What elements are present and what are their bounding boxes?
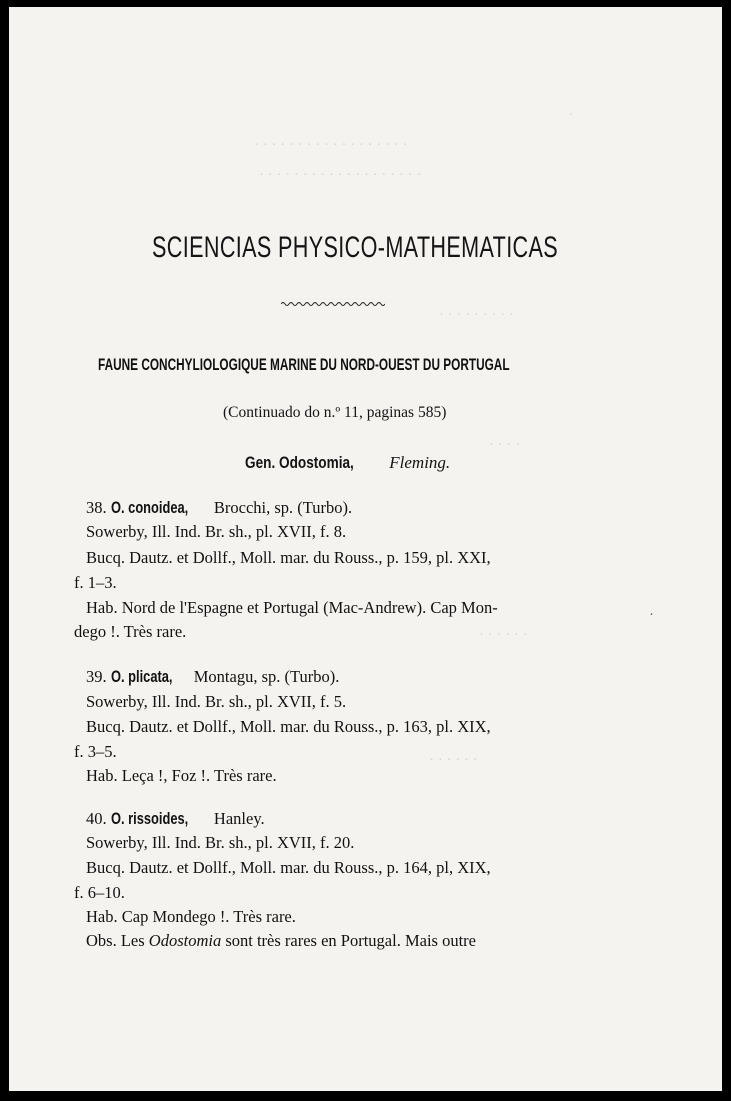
obs-prefix: Obs. Les <box>86 931 145 950</box>
page: . · · · · · · · · · · · · · · · · · · · · · · · · · · · · · · · · · · · · · · · · · · · · · · · · · · · · · · · · · · · · · · · SCIENCIAS PHYSICO-MATHEMATICAS FAUNE CONCHYLIOLOGIQUE MARINE DU NORD-OUEST DU PORTUGAL (Continuado do n.º 11, paginas 585) Gen. Odostomia, Fleming. 38. O. conoidea, Brocchi, sp. (Turbo). Sowerby, Ill. Ind. Br. sh., pl. XVII, f. 8. Bucq. Dautz. et Dollf., Moll. mar. du Rouss., p. 159, pl. XXI, f. 1–3. Hab. Nord de l'Espagne et Portugal (Mac-Andrew). Cap Mon- dego !. Très rare. 39. O. plicata, Montagu, sp. (Turbo). Sowerby, Ill. Ind. Br. sh., pl. XVII, f. 5. Bucq. Dautz. et Dollf., Moll. mar. du Rouss., p. 163, pl. XIX, f. 3–5. Hab. Leça !, Foz !. Très rare. 40. O. rissoides, Hanley. Sowerby, Ill. Ind. Br. sh., pl. XVII, f. 20. Bucq. Dautz. et Dollf., Moll. mar. du Rouss., p. 164, pl, XIX, f. 6–10. Hab. Cap Mondego !. Très rare. Obs. Les Odostomia sont très rares en Portugal. Mais outre <box>9 7 722 1091</box>
habitat-line: Hab. Leça !, Foz !. Très rare. <box>86 766 277 785</box>
reference-line: Sowerby, Ill. Ind. Br. sh., pl. XVII, f. 8. <box>86 522 347 541</box>
reference-line: Bucq. Dautz. et Dollf., Moll. mar. du Rouss., p. 159, pl. XXI, <box>86 548 491 567</box>
continuation-note: (Continuado do n.º 11, paginas 585) <box>223 404 447 421</box>
ornamental-rule <box>281 300 385 308</box>
reference-line: f. 3–5. <box>74 742 117 761</box>
entry-number: 38. <box>86 498 107 517</box>
reference-line: Sowerby, Ill. Ind. Br. sh., pl. XVII, f. 5. <box>86 692 347 711</box>
reference-line: f. 6–10. <box>74 883 125 902</box>
reference-line: Bucq. Dautz. et Dollf., Moll. mar. du Rouss., p. 164, pl, XIX, <box>86 858 491 877</box>
obs-text: sont très rares en Portugal. Mais outre <box>225 931 476 950</box>
entry-header <box>86 667 339 687</box>
genus-name: Gen. Odostomia, <box>245 453 354 472</box>
genus-heading <box>245 453 450 473</box>
habitat-line: dego !. Très rare. <box>74 622 187 641</box>
entry-number: 39. <box>86 667 107 686</box>
reference-line: f. 1–3. <box>74 573 117 592</box>
habitat-line: Hab. Nord de l'Espagne et Portugal (Mac-Andrew). Cap Mon- <box>86 598 498 617</box>
article-heading: FAUNE CONCHYLIOLOGIQUE MARINE DU NORD-OUEST DU PORTUGAL <box>98 355 510 374</box>
reference-line: Bucq. Dautz. et Dollf., Moll. mar. du Rouss., p. 163, pl. XIX, <box>86 717 491 736</box>
species-authority: Brocchi, sp. (Turbo). <box>213 498 353 517</box>
habitat-line: Hab. Cap Mondego !. Très rare. <box>86 907 296 926</box>
species-name: O. plicata, <box>110 668 173 686</box>
reference-line: Sowerby, Ill. Ind. Br. sh., pl. XVII, f. 20. <box>86 833 355 852</box>
observation-line <box>86 931 476 951</box>
species-authority: Montagu, sp. (Turbo). <box>193 667 340 686</box>
entry-header <box>86 809 265 829</box>
entry-number: 40. <box>86 809 107 828</box>
entry-header <box>86 498 352 518</box>
species-authority: Hanley. <box>213 809 265 828</box>
species-name: O. conoidea, <box>110 499 188 517</box>
obs-genus: Odostomia <box>148 931 222 950</box>
species-name: O. rissoides, <box>110 810 189 828</box>
genus-author: Fleming. <box>389 453 451 472</box>
page-title: SCIENCIAS PHYSICO-MATHEMATICAS <box>152 231 559 264</box>
